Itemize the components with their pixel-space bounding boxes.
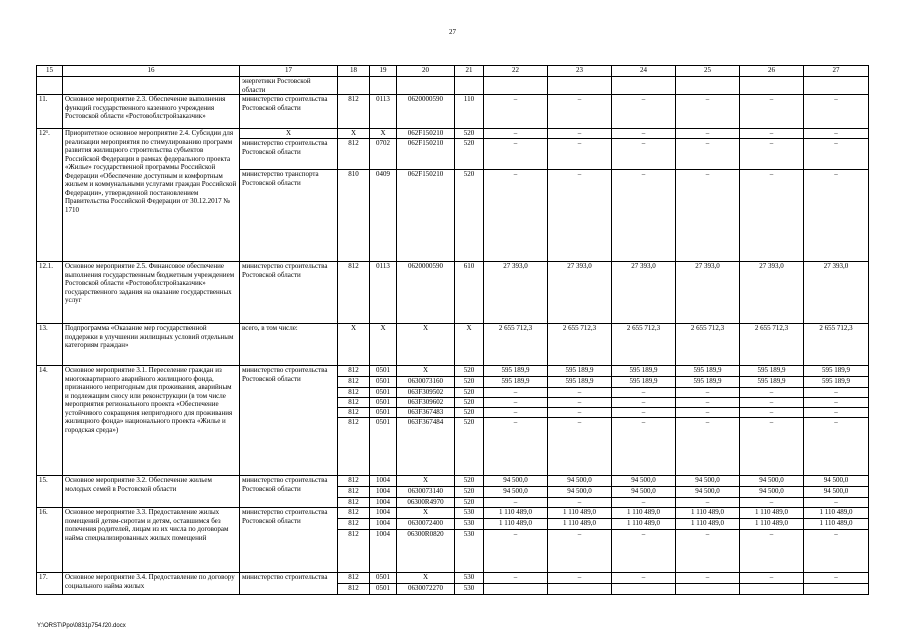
rzpr-cell: 0501 [370,408,397,418]
vr-cell: 530 [455,573,484,584]
vr-cell: 610 [455,262,484,324]
year-value-cell: – [740,398,804,408]
year-value-cell: – [612,170,676,262]
year-value-cell: – [548,398,612,408]
grbs-cell: 812 [338,366,370,377]
year-value-cell: – [612,573,676,584]
year-value-cell: 27 393,0 [612,262,676,324]
year-value-cell: – [612,388,676,398]
csr-cell: Х [397,366,455,377]
year-value-cell: 2 655 712,3 [804,324,869,366]
table-row [37,95,869,129]
csr-cell: Х [397,324,455,366]
year-value-cell: – [612,498,676,508]
table-row [37,476,869,487]
year-value-cell: – [548,129,612,139]
empty-cell [338,77,370,95]
event-name-cell: Подпрограмма «Оказание мер государственной поддержки в улучшении жилищных условий отдельным категориям граждан» [63,324,240,366]
year-value-cell: – [612,530,676,573]
year-value-cell: 595 189,9 [740,366,804,377]
table-row-continuation [37,77,869,95]
year-value-cell: – [740,418,804,476]
year-value-cell: 94 500,0 [548,476,612,487]
rzpr-cell: 1004 [370,476,397,487]
year-value-cell: – [548,388,612,398]
year-value-cell: – [740,129,804,139]
year-value-cell: – [740,95,804,129]
year-value-cell: 2 655 712,3 [612,324,676,366]
vr-cell: 520 [455,418,484,476]
row-number-cell: 12¹. [37,129,63,262]
grbs-cell: 812 [338,519,370,530]
year-value-cell: 595 189,9 [612,366,676,377]
csr-cell: 0630072400 [397,519,455,530]
csr-cell: 0630072270 [397,584,455,595]
csr-cell: 062F150210 [397,170,455,262]
year-value-cell: 595 189,9 [612,377,676,388]
rzpr-cell: 1004 [370,530,397,573]
row-number-cell: 11. [37,95,63,129]
year-value-cell: – [484,170,548,262]
row-number-cell: 17. [37,573,63,595]
vr-cell: 110 [455,95,484,129]
year-value-cell: – [612,408,676,418]
year-value-cell: – [676,530,740,573]
rzpr-cell: 1004 [370,487,397,498]
table-row [37,366,869,377]
year-value-cell: – [804,139,869,170]
year-value-cell [548,584,612,595]
year-value-cell: – [484,129,548,139]
year-value-cell: 1 110 489,0 [484,519,548,530]
vr-cell: 520 [455,408,484,418]
year-value-cell: 27 393,0 [484,262,548,324]
empty-cell [455,77,484,95]
grbs-cell: 812 [338,95,370,129]
column-number-cell: 22 [484,66,548,77]
year-value-cell: 94 500,0 [804,476,869,487]
footer-file-path: Y:\ORST\Ppo\0831p754.f20.docx [37,623,126,629]
csr-cell: 06300R0820 [397,530,455,573]
year-value-cell: – [740,388,804,398]
event-name-cell [63,77,240,95]
csr-cell: 062F150210 [397,129,455,139]
event-name-cell: Основное мероприятие 2.3. Обеспечение выполнения функций государственного казенного учреждения Ростовской области «Ростовоблстройзаказчик» [63,95,240,129]
year-value-cell: 1 110 489,0 [484,508,548,519]
vr-cell: 530 [455,584,484,595]
year-value-cell: 1 110 489,0 [740,519,804,530]
year-value-cell: 595 189,9 [804,366,869,377]
year-value-cell: – [804,498,869,508]
year-value-cell: – [804,418,869,476]
year-value-cell: 2 655 712,3 [740,324,804,366]
year-value-cell: 27 393,0 [740,262,804,324]
row-number-cell: 12.1. [37,262,63,324]
year-value-cell: – [676,573,740,584]
vr-cell: 520 [455,129,484,139]
year-value-cell: 27 393,0 [676,262,740,324]
year-value-cell: – [740,139,804,170]
grbs-cell: 812 [338,139,370,170]
row-number-cell: 13. [37,324,63,366]
csr-cell: 0630073160 [397,377,455,388]
empty-cell [612,77,676,95]
csr-cell: Х [397,508,455,519]
year-value-cell: 1 110 489,0 [804,519,869,530]
vr-cell: 520 [455,377,484,388]
year-value-cell: – [676,129,740,139]
rzpr-cell: 0501 [370,388,397,398]
rzpr-cell: 1004 [370,508,397,519]
rzpr-cell: 0501 [370,377,397,388]
year-value-cell [804,584,869,595]
year-value-cell: – [804,170,869,262]
rzpr-cell: 0501 [370,573,397,584]
vr-cell: 520 [455,388,484,398]
year-value-cell: – [676,408,740,418]
year-value-cell: 595 189,9 [548,366,612,377]
year-value-cell: 595 189,9 [676,377,740,388]
year-value-cell: 2 655 712,3 [548,324,612,366]
vr-cell: 520 [455,139,484,170]
year-value-cell: – [804,398,869,408]
executor-cell: министерство строительства Ростовской области [240,476,338,508]
vr-cell: 520 [455,170,484,262]
rzpr-cell: 0501 [370,366,397,377]
rzpr-cell: 0113 [370,95,397,129]
vr-cell: 520 [455,398,484,408]
empty-cell [804,77,869,95]
empty-cell [484,77,548,95]
year-value-cell: – [484,418,548,476]
year-value-cell: – [484,398,548,408]
rzpr-cell: 0501 [370,418,397,476]
grbs-cell: 812 [338,508,370,519]
rzpr-cell: 0113 [370,262,397,324]
vr-cell: Х [455,324,484,366]
csr-cell: 0630073140 [397,487,455,498]
year-value-cell: 595 189,9 [740,377,804,388]
rzpr-cell: Х [370,324,397,366]
year-value-cell: – [676,398,740,408]
column-number-cell: 23 [548,66,612,77]
column-number-cell: 27 [804,66,869,77]
year-value-cell: 27 393,0 [804,262,869,324]
column-number-cell: 15 [37,66,63,77]
year-value-cell: 1 110 489,0 [740,508,804,519]
event-name-cell: Основное мероприятие 2.5. Финансовое обеспечение выполнения государственным бюджетным учреждением Ростовской области «Ростовоблстройзаказчик» государственного задания на оказание государственных услуг [63,262,240,324]
year-value-cell: – [484,408,548,418]
year-value-cell: – [612,129,676,139]
rzpr-cell: 1004 [370,498,397,508]
vr-cell: 530 [455,508,484,519]
year-value-cell: – [484,530,548,573]
event-name-cell: Основное мероприятие 3.3. Предоставление жилых помещений детям-сиротам и детям, оставшимся без попечения родителей, лицам из их числа по договорам найма специализированных жилых помещений [63,508,240,573]
year-value-cell: 94 500,0 [484,487,548,498]
event-name-cell: Основное мероприятие 3.2. Обеспечение жильем молодых семей в Ростовской области [63,476,240,508]
year-value-cell: – [804,129,869,139]
year-value-cell [612,584,676,595]
csr-cell: 062F150210 [397,139,455,170]
year-value-cell: – [612,95,676,129]
year-value-cell: – [740,530,804,573]
year-value-cell: – [740,408,804,418]
csr-cell: 063F367484 [397,418,455,476]
year-value-cell: 94 500,0 [740,476,804,487]
year-value-cell: – [804,388,869,398]
year-value-cell: – [484,388,548,398]
budget-table [36,65,869,595]
table-row [37,262,869,324]
year-value-cell: – [612,398,676,408]
year-value-cell: – [740,170,804,262]
column-number-cell: 20 [397,66,455,77]
rzpr-cell: 1004 [370,519,397,530]
year-value-cell: 1 110 489,0 [676,508,740,519]
year-value-cell: 94 500,0 [804,487,869,498]
year-value-cell: – [548,498,612,508]
grbs-cell: 810 [338,170,370,262]
executor-cell: министерство строительства [240,573,338,595]
column-number-cell: 21 [455,66,484,77]
column-number-cell: 19 [370,66,397,77]
year-value-cell: – [548,95,612,129]
year-value-cell: – [548,139,612,170]
vr-cell: 520 [455,366,484,377]
grbs-cell: 812 [338,476,370,487]
column-number-cell: 17 [240,66,338,77]
year-value-cell: 595 189,9 [484,377,548,388]
year-value-cell: 1 110 489,0 [612,508,676,519]
executor-cell: министерство строительства Ростовской области [240,366,338,476]
year-value-cell: 595 189,9 [804,377,869,388]
year-value-cell: 94 500,0 [676,476,740,487]
grbs-cell: 812 [338,530,370,573]
event-name-cell: Основное мероприятие 3.4. Предоставление по договору социального найма жилых [63,573,240,595]
year-value-cell: 94 500,0 [612,487,676,498]
year-value-cell: – [804,573,869,584]
vr-cell: 520 [455,498,484,508]
column-number-cell: 25 [676,66,740,77]
executor-cell: министерство строительства Ростовской области [240,95,338,129]
year-value-cell: – [612,418,676,476]
year-value-cell [676,584,740,595]
year-value-cell: 595 189,9 [548,377,612,388]
rzpr-cell: 0501 [370,584,397,595]
year-value-cell: 94 500,0 [740,487,804,498]
vr-cell: 530 [455,530,484,573]
year-value-cell: 2 655 712,3 [484,324,548,366]
executor-cell: министерство строительства Ростовской области [240,139,338,170]
grbs-cell: 812 [338,408,370,418]
grbs-cell: Х [338,324,370,366]
year-value-cell: 2 655 712,3 [676,324,740,366]
year-value-cell: – [548,573,612,584]
year-value-cell [740,584,804,595]
rzpr-cell: Х [370,129,397,139]
grbs-cell: 812 [338,418,370,476]
grbs-cell: 812 [338,584,370,595]
table-row [37,573,869,584]
csr-cell: 063F309502 [397,388,455,398]
year-value-cell: 1 110 489,0 [548,519,612,530]
row-number-cell: 15. [37,476,63,508]
csr-cell: 06300R4970 [397,498,455,508]
executor-cell: энергетики Ростовской области [240,77,338,95]
csr-cell: 063F309602 [397,398,455,408]
executor-cell: Х [240,129,338,139]
row-number-cell: 14. [37,366,63,476]
year-value-cell: – [740,498,804,508]
year-value-cell: 94 500,0 [612,476,676,487]
year-value-cell: – [548,530,612,573]
rzpr-cell: 0409 [370,170,397,262]
empty-cell [397,77,455,95]
grbs-cell: 812 [338,487,370,498]
table-row [37,508,869,519]
year-value-cell: – [676,95,740,129]
year-value-cell: 595 189,9 [484,366,548,377]
event-name-cell: Приоритетное основное мероприятие 2.4. Субсидии для реализации мероприятия по стимулированию программ развития жилищного строительства субъектов Российской Федерации в рамках федерального проекта «Жилье» государственной программы Российской Федерации «Обеспечение доступным и комфортным жильем и коммунальными услугами граждан Российской Федерации», утвержденной постановлением Правительства Российской Федерации от 30.12.2017 № 1710 [63,129,240,262]
column-number-cell: 18 [338,66,370,77]
row-number-cell [37,77,63,95]
year-value-cell: 595 189,9 [676,366,740,377]
grbs-cell: 812 [338,398,370,408]
row-number-cell: 16. [37,508,63,573]
year-value-cell: 94 500,0 [548,487,612,498]
year-value-cell: – [676,498,740,508]
grbs-cell: 812 [338,377,370,388]
year-value-cell: – [676,170,740,262]
grbs-cell: 812 [338,573,370,584]
year-value-cell: 1 110 489,0 [612,519,676,530]
year-value-cell: – [676,418,740,476]
table-row [37,129,869,139]
year-value-cell: – [740,573,804,584]
year-value-cell: – [484,573,548,584]
year-value-cell [484,584,548,595]
executor-cell: министерство строительства Ростовской области [240,508,338,573]
executor-cell: министерство транспорта Ростовской области [240,170,338,262]
year-value-cell: – [548,418,612,476]
rzpr-cell: 0702 [370,139,397,170]
grbs-cell: 812 [338,262,370,324]
rzpr-cell: 0501 [370,398,397,408]
year-value-cell: 1 110 489,0 [548,508,612,519]
vr-cell: 530 [455,519,484,530]
year-value-cell: – [484,498,548,508]
grbs-cell: 812 [338,388,370,398]
year-value-cell: 94 500,0 [484,476,548,487]
table-row [37,324,869,366]
grbs-cell: 812 [338,498,370,508]
column-number-cell: 26 [740,66,804,77]
year-value-cell: 1 110 489,0 [676,519,740,530]
csr-cell: 0620000590 [397,95,455,129]
empty-cell [676,77,740,95]
csr-cell: Х [397,476,455,487]
executor-cell: всего, в том числе: [240,324,338,366]
year-value-cell: – [676,139,740,170]
executor-cell: министерство строительства Ростовской области [240,262,338,324]
page-number: 27 [449,28,456,36]
year-value-cell: – [804,95,869,129]
grbs-cell: Х [338,129,370,139]
event-name-cell: Основное мероприятие 3.1. Переселение граждан из многоквартирного аварийного жилищного фонда, признанного непригодным для проживания, аварийным и подлежащим сносу или реконструкции (в том числе мероприятия регионального проекта «Обеспечение устойчивого сокращения непригодного для проживания жилищного фонда» национального проекта «Жилье и городская среда») [63,366,240,476]
year-value-cell: 94 500,0 [676,487,740,498]
year-value-cell: – [676,388,740,398]
year-value-cell: 27 393,0 [548,262,612,324]
empty-cell [370,77,397,95]
empty-cell [740,77,804,95]
year-value-cell: – [804,530,869,573]
empty-cell [548,77,612,95]
year-value-cell: – [484,139,548,170]
vr-cell: 520 [455,487,484,498]
year-value-cell: 1 110 489,0 [804,508,869,519]
year-value-cell: – [548,170,612,262]
csr-cell: Х [397,573,455,584]
year-value-cell: – [484,95,548,129]
year-value-cell: – [804,408,869,418]
column-number-cell: 16 [63,66,240,77]
column-number-header [37,66,869,77]
column-number-cell: 24 [612,66,676,77]
year-value-cell: – [548,408,612,418]
csr-cell: 0620000590 [397,262,455,324]
csr-cell: 063F367483 [397,408,455,418]
year-value-cell: – [612,139,676,170]
vr-cell: 520 [455,476,484,487]
